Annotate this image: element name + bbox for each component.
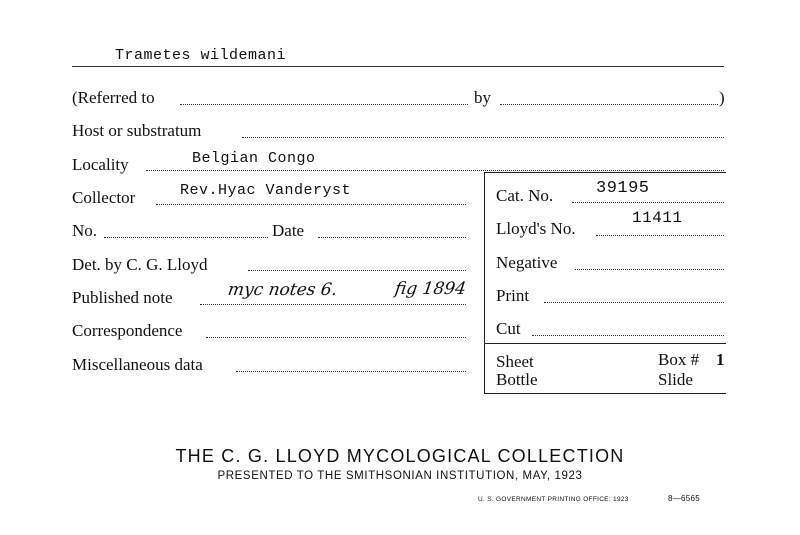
det-by-line bbox=[248, 270, 466, 271]
box-value: 1 bbox=[716, 350, 725, 369]
published-note-figure: fig 1894 bbox=[393, 279, 468, 299]
by-label: by bbox=[474, 88, 491, 107]
lloyds-no-label: Lloyd's No. bbox=[496, 219, 576, 238]
collection-subtitle: PRESENTED TO THE SMITHSONIAN INSTITUTION, MAY, 1923 bbox=[217, 470, 583, 482]
by-line bbox=[500, 104, 718, 105]
misc-data-label: Miscellaneous data bbox=[72, 355, 203, 374]
locality-label: Locality bbox=[72, 155, 129, 174]
date-line bbox=[318, 237, 466, 238]
locality-value: Belgian Congo bbox=[192, 150, 316, 167]
right-box-bottom bbox=[484, 393, 726, 394]
negative-line bbox=[575, 269, 724, 270]
no-label: No. bbox=[72, 221, 98, 240]
print-line bbox=[544, 302, 724, 303]
box-label: Box # bbox=[658, 350, 700, 369]
lloyds-no-line bbox=[596, 235, 724, 236]
det-by-label: Det. by C. G. Lloyd bbox=[72, 255, 208, 274]
correspondence-label: Correspondence bbox=[72, 321, 183, 340]
cat-no-line bbox=[572, 202, 724, 203]
right-box-divider bbox=[484, 343, 726, 344]
published-note-handwriting: myc notes 6. bbox=[226, 280, 339, 300]
species-underline bbox=[72, 66, 724, 67]
printer-imprint: U. S. GOVERNMENT PRINTING OFFICE: 1923 bbox=[478, 496, 629, 503]
lloyds-no-value: 11411 bbox=[632, 209, 683, 227]
cut-label: Cut bbox=[496, 319, 521, 338]
form-number: 8—6565 bbox=[668, 494, 701, 503]
negative-label: Negative bbox=[496, 253, 558, 272]
collector-label: Collector bbox=[72, 188, 136, 207]
misc-data-line bbox=[236, 371, 466, 372]
referred-to-label: (Referred to bbox=[72, 88, 155, 107]
collection-title: THE C. G. LLOYD MYCOLOGICAL COLLECTION bbox=[175, 446, 625, 466]
collector-line bbox=[156, 204, 466, 205]
collector-value: Rev.Hyac Vanderyst bbox=[180, 182, 352, 199]
host-line bbox=[242, 137, 724, 138]
slide-label: Slide bbox=[658, 370, 693, 389]
bottle-label: Bottle bbox=[496, 370, 538, 389]
species-name: Trametes wildemani bbox=[115, 47, 287, 64]
published-note-label: Published note bbox=[72, 288, 173, 307]
locality-line bbox=[146, 170, 724, 171]
host-label: Host or substratum bbox=[72, 121, 202, 140]
cat-no-value: 39195 bbox=[596, 179, 650, 198]
published-note-line bbox=[200, 304, 466, 305]
print-label: Print bbox=[496, 286, 530, 305]
sheet-label: Sheet bbox=[496, 352, 534, 371]
right-box-top bbox=[484, 172, 726, 173]
no-line bbox=[104, 237, 268, 238]
close-paren: ) bbox=[719, 88, 725, 107]
correspondence-line bbox=[206, 337, 466, 338]
date-label: Date bbox=[272, 221, 305, 240]
referred-to-line bbox=[180, 104, 468, 105]
cut-line bbox=[532, 335, 724, 336]
right-box-left bbox=[484, 172, 485, 394]
cat-no-label: Cat. No. bbox=[496, 186, 554, 205]
